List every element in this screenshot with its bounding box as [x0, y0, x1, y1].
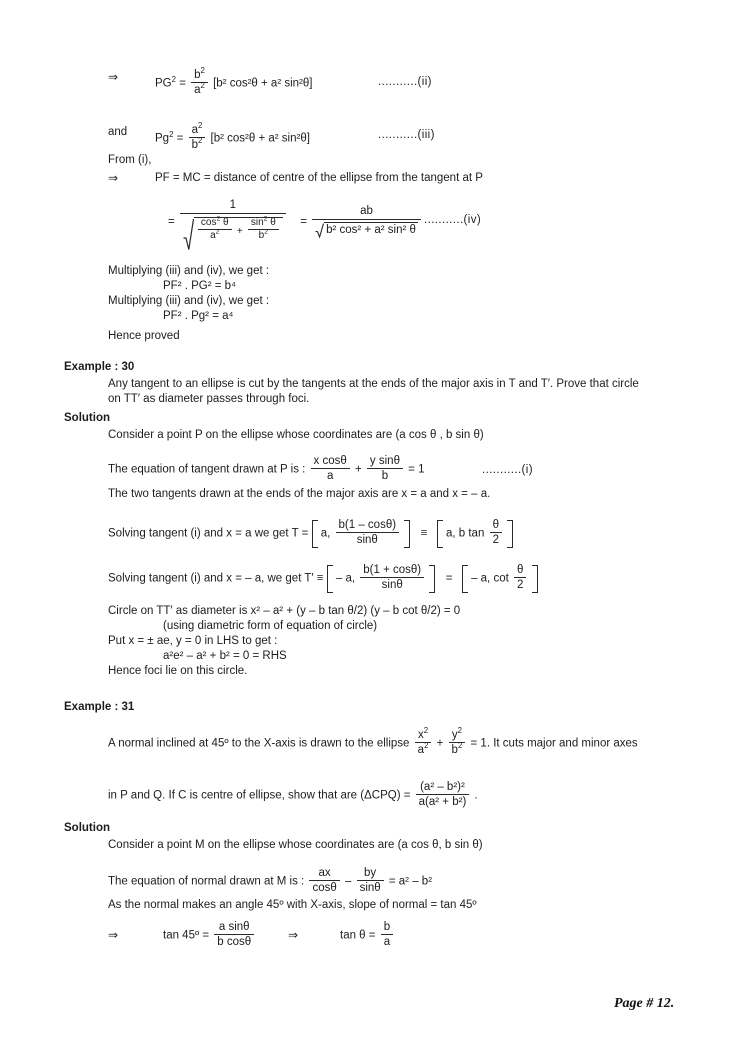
pg-lhs-exponent: 2 [171, 74, 176, 84]
hence-proved-line [108, 329, 180, 344]
a-den-exp: 2 [424, 741, 429, 751]
plus-sign-3: + [436, 737, 444, 750]
frac-den: a [194, 83, 201, 96]
b-label: b [258, 230, 265, 242]
example-31-consider-line [108, 838, 483, 853]
example-30-statement-text-2: on TT′ as diameter passes through foci. [108, 393, 310, 405]
T-numerator: b(1 – cosθ) [338, 518, 397, 531]
equivalent-sign: ≡ [420, 527, 428, 540]
equals-1: = [168, 216, 175, 229]
and-label [108, 125, 127, 140]
right-bracket [404, 520, 410, 548]
rhs-line [163, 649, 287, 664]
fraction-ab-over-radical [312, 205, 421, 236]
b-numerator: b [383, 920, 391, 933]
implies-arrow-1 [108, 70, 118, 86]
two-tangents-text: The two tangents drawn at the ends of the major axis are x = a and x = – a. [108, 488, 491, 500]
fraction-sin2-over-b2 [248, 215, 279, 242]
implies-symbol: ⇒ [108, 171, 119, 185]
solve-Tp-lead-text: Solving tangent (i) and x = – a, we get T′ ≡ [108, 572, 324, 585]
b-den: b [451, 743, 458, 756]
implies-arrow-4 [288, 928, 298, 944]
radical-sign-2 [315, 222, 324, 236]
theta-1: θ [223, 216, 229, 228]
y-sin-theta: y sinθ [369, 454, 400, 467]
fraction-cos2-over-a2 [198, 215, 232, 242]
equals-sign: = [176, 132, 184, 145]
y-num-exp: 2 [457, 726, 462, 736]
right-bracket-2 [507, 520, 513, 548]
radical-group [183, 217, 283, 243]
example-30-solution-heading [64, 411, 110, 426]
theta-numerator: θ [492, 518, 499, 531]
result-line-2 [163, 309, 233, 324]
cos-denominator: cosθ [312, 881, 337, 894]
equals-2: = [300, 216, 307, 229]
fraction-theta-over-2 [490, 519, 502, 546]
consider-text: Consider a point P on the ellipse whose coordinates are (a cos θ , b sin θ) [108, 429, 484, 441]
right-bracket-4 [532, 565, 538, 593]
Tprime-simplified [471, 563, 528, 594]
Tprime-denominator: sinθ [381, 578, 403, 591]
frac-den-exp: 2 [197, 136, 203, 146]
example-31-solution-heading [64, 821, 110, 836]
put-x-text: Put x = ± ae, y = 0 in LHS to get : [108, 635, 278, 647]
result-text-2: PF² . Pg² = a⁴ [163, 310, 234, 322]
two-tangents-line [108, 487, 490, 502]
pf-mc-text: PF = MC = distance of centre of the ellipse from the tangent at P [155, 172, 483, 184]
fraction-b1pcos-over-sin [360, 564, 424, 591]
fraction-a2-over-b2 [189, 121, 206, 151]
example-30-statement-line-1 [108, 377, 639, 392]
minus-sign: – [344, 875, 352, 888]
T-coordinates [321, 518, 401, 549]
example-31-statement-line-1 [108, 726, 638, 757]
circle-diameter-line [108, 604, 460, 619]
x-num: x [417, 728, 424, 741]
fraction-by-over-sin [357, 867, 384, 894]
from-i-text: From (i), [108, 154, 152, 166]
sin-denominator: sinθ [359, 881, 381, 894]
tangent-equation-line [108, 456, 424, 483]
a-denominator: a [326, 469, 334, 482]
foci-conclusion-text: Hence foci lie on this circle. [108, 665, 248, 677]
tangent-lead-text: The equation of tangent drawn at P is : [108, 463, 306, 476]
implies-arrow-3 [108, 928, 118, 944]
radical-group-2 [315, 222, 418, 236]
eq-iv-label: ...........(iv) [424, 214, 482, 226]
area-period: . [474, 789, 478, 802]
consider-text-2: Consider a point M on the ellipse whose coordinates are (a cos θ, b sin θ) [108, 839, 483, 851]
fraction-ax-over-cos [309, 867, 339, 894]
fraction-b-over-a [381, 921, 393, 948]
implies-symbol-3: ⇒ [108, 928, 119, 942]
fraction-area-formula [416, 781, 470, 808]
tan-theta-equation [340, 922, 395, 949]
bracket-expression: [b² cos²θ + a² sin²θ] [213, 77, 313, 90]
bcos-denominator: b cosθ [217, 935, 252, 948]
fraction-asin-over-bcos [214, 921, 254, 948]
T-simplified [446, 518, 504, 549]
eq-ii-label: ...........(ii) [378, 76, 432, 88]
fraction-y2-over-b2 [449, 726, 466, 756]
multiplying-line-1 [108, 264, 269, 279]
multiplying-line-2 [108, 294, 269, 309]
solving-tangent-Tprime-line [108, 563, 538, 594]
frac-den-exp: 2 [200, 81, 205, 91]
normal-rhs-text: = a² – b² [388, 875, 433, 888]
multiplying-text-1: Multiplying (iii) and (iv), we get : [108, 265, 270, 277]
a-label: a [210, 230, 216, 242]
equation-label-iv [424, 213, 481, 228]
angle-45-text: As the normal makes an angle 45º with X-axis, slope of normal = tan 45º [108, 899, 477, 911]
fraction-one-over-radical [180, 199, 286, 243]
radicand [194, 217, 283, 243]
left-bracket-2 [437, 520, 443, 548]
multiplying-text-2: Multiplying (iii) and (iv), we get : [108, 295, 270, 307]
example-30-heading [64, 360, 134, 375]
equation-pg-squared [155, 66, 313, 97]
frac-num: b [194, 68, 201, 81]
tan45-lead-text: tan 45º = [163, 929, 210, 942]
frac-num: a [191, 123, 198, 136]
ax-numerator: ax [318, 866, 331, 879]
equation-label-iii [378, 128, 435, 143]
fraction-x2-over-a2 [415, 726, 432, 756]
example-30-statement-text-1: Any tangent to an ellipse is cut by the tangents at the ends of the major axis in T and T′. Prove that circle [108, 378, 639, 390]
page-number-text: Page # 12. [614, 996, 675, 1011]
Tprime-cot-text: – a, cot [471, 572, 509, 585]
pf-mc-line [155, 171, 483, 186]
equation-label-i [482, 463, 533, 478]
pg-small-lhs: Pg [155, 132, 170, 145]
cos-label: cos [200, 216, 217, 228]
left-bracket [312, 520, 318, 548]
tantheta-lead-text: tan θ = [340, 929, 376, 942]
from-i-line [108, 153, 151, 168]
fraction-theta-over-2b [514, 564, 526, 591]
T-denominator: sinθ [356, 533, 378, 546]
x-cos-theta: x cosθ [313, 454, 347, 467]
example-31-heading [64, 700, 134, 715]
solving-tangent-T-line [108, 518, 513, 549]
two-denominator: 2 [492, 533, 499, 546]
result-line-1 [163, 279, 236, 294]
area-denominator: a(a² + b²) [418, 795, 467, 808]
b-denominator: b [381, 469, 389, 482]
example-30-heading-text: Example : 30 [64, 361, 135, 373]
Tprime-coordinates [336, 563, 426, 594]
frac-den: b [191, 138, 198, 151]
equals-sign: = [179, 77, 186, 90]
T-x-coordinate: a, [320, 527, 331, 540]
tan45-equation [163, 922, 256, 949]
radical-sign [183, 217, 194, 243]
example-30-statement-line-2 [108, 392, 309, 407]
asin-numerator: a sinθ [218, 920, 250, 933]
equals-one: = 1 [408, 463, 425, 476]
b-exp: 2 [264, 229, 268, 237]
T-btan-text: a, b tan [445, 527, 485, 540]
theta-numerator-2: θ [516, 563, 524, 576]
circle-diameter-text: Circle on TT′ as diameter is x² – a² + (y – b tan θ/2) (y – b cot θ/2) = 0 [108, 605, 461, 617]
right-bracket-3 [429, 565, 435, 593]
fraction-xcos-over-a [311, 455, 350, 482]
a-exp: 2 [215, 229, 220, 237]
radicand-2: b² cos² + a² sin² θ [326, 224, 416, 237]
y-num: y [451, 728, 458, 741]
eq-iii-label: ...........(iii) [378, 129, 435, 141]
implies-arrow-2 [108, 171, 118, 187]
fraction-b1mcos-over-sin [336, 519, 400, 546]
ab-numerator: ab [360, 205, 373, 218]
solve-T-lead-text: Solving tangent (i) and x = a we get T = [108, 527, 309, 540]
by-numerator: by [364, 866, 377, 879]
area-lead-text: in P and Q. If C is centre of ellipse, show that are (ΔCPQ) = [108, 789, 411, 802]
normal-equation-line [108, 868, 432, 895]
example-31-heading-text: Example : 31 [64, 701, 135, 713]
area-numerator: (a² – b²)² [420, 780, 465, 793]
numerator-one: 1 [229, 198, 237, 211]
pg-lhs: PG [155, 77, 172, 90]
x-num-exp: 2 [423, 726, 429, 736]
equation-label-ii [378, 75, 432, 90]
normal-lead-text: The equation of normal drawn at M is : [108, 875, 305, 888]
and-text: and [108, 126, 128, 138]
distance-formula [168, 200, 423, 244]
put-x-line [108, 634, 277, 649]
hence-proved-text: Hence proved [108, 330, 180, 342]
page-footer [614, 996, 674, 1012]
diametric-note-line [163, 619, 377, 634]
left-bracket-3 [327, 565, 333, 593]
equals-sign-2: = [445, 572, 453, 585]
solution-heading-text-2: Solution [64, 822, 110, 834]
example-30-consider-line [108, 428, 484, 443]
equation-pg-small-squared [155, 121, 310, 152]
result-text-1: PF² . PG² = b⁴ [163, 280, 236, 292]
b-den-exp: 2 [457, 741, 463, 751]
example-31-statement-line-2 [108, 782, 478, 809]
bracket-expression: [b² cos²θ + a² sin²θ] [210, 132, 310, 145]
ellipse-tail-text: = 1. It cuts major and minor axes [470, 737, 638, 750]
a-denominator-2: a [383, 935, 391, 948]
frac-num-exp: 2 [200, 66, 205, 76]
two-denominator-2: 2 [516, 578, 524, 591]
foci-conclusion-line [108, 664, 247, 679]
theta-2: θ [270, 216, 276, 228]
sin-label: sin [250, 216, 264, 228]
Tprime-numerator: b(1 + cosθ) [363, 563, 422, 576]
plus-sign: + [355, 463, 362, 476]
Tprime-x-coordinate: – a, [335, 572, 356, 585]
frac-num-exp: 2 [197, 121, 203, 131]
fraction-b2-over-a2 [191, 66, 208, 96]
solution-heading-text: Solution [64, 412, 110, 424]
cos-exp: 2 [216, 215, 221, 223]
left-bracket-4 [462, 565, 468, 593]
implies-symbol: ⇒ [108, 70, 119, 84]
a-den: a [417, 743, 425, 756]
diametric-note-text: (using diametric form of equation of circle) [163, 620, 378, 632]
implies-symbol-4: ⇒ [288, 928, 299, 942]
sin-exp: 2 [263, 215, 268, 223]
normal-45-lead-text: A normal inclined at 45º to the X-axis is drawn to the ellipse [108, 737, 410, 750]
eq-i-label: ...........(i) [482, 464, 533, 476]
rhs-text: a²e² – a² + b² = 0 = RHS [163, 650, 287, 662]
fraction-ysin-over-b [367, 455, 403, 482]
plus-sign: + [236, 225, 243, 237]
angle-45-line [108, 898, 477, 913]
pg-small-lhs-exponent: 2 [169, 129, 174, 139]
